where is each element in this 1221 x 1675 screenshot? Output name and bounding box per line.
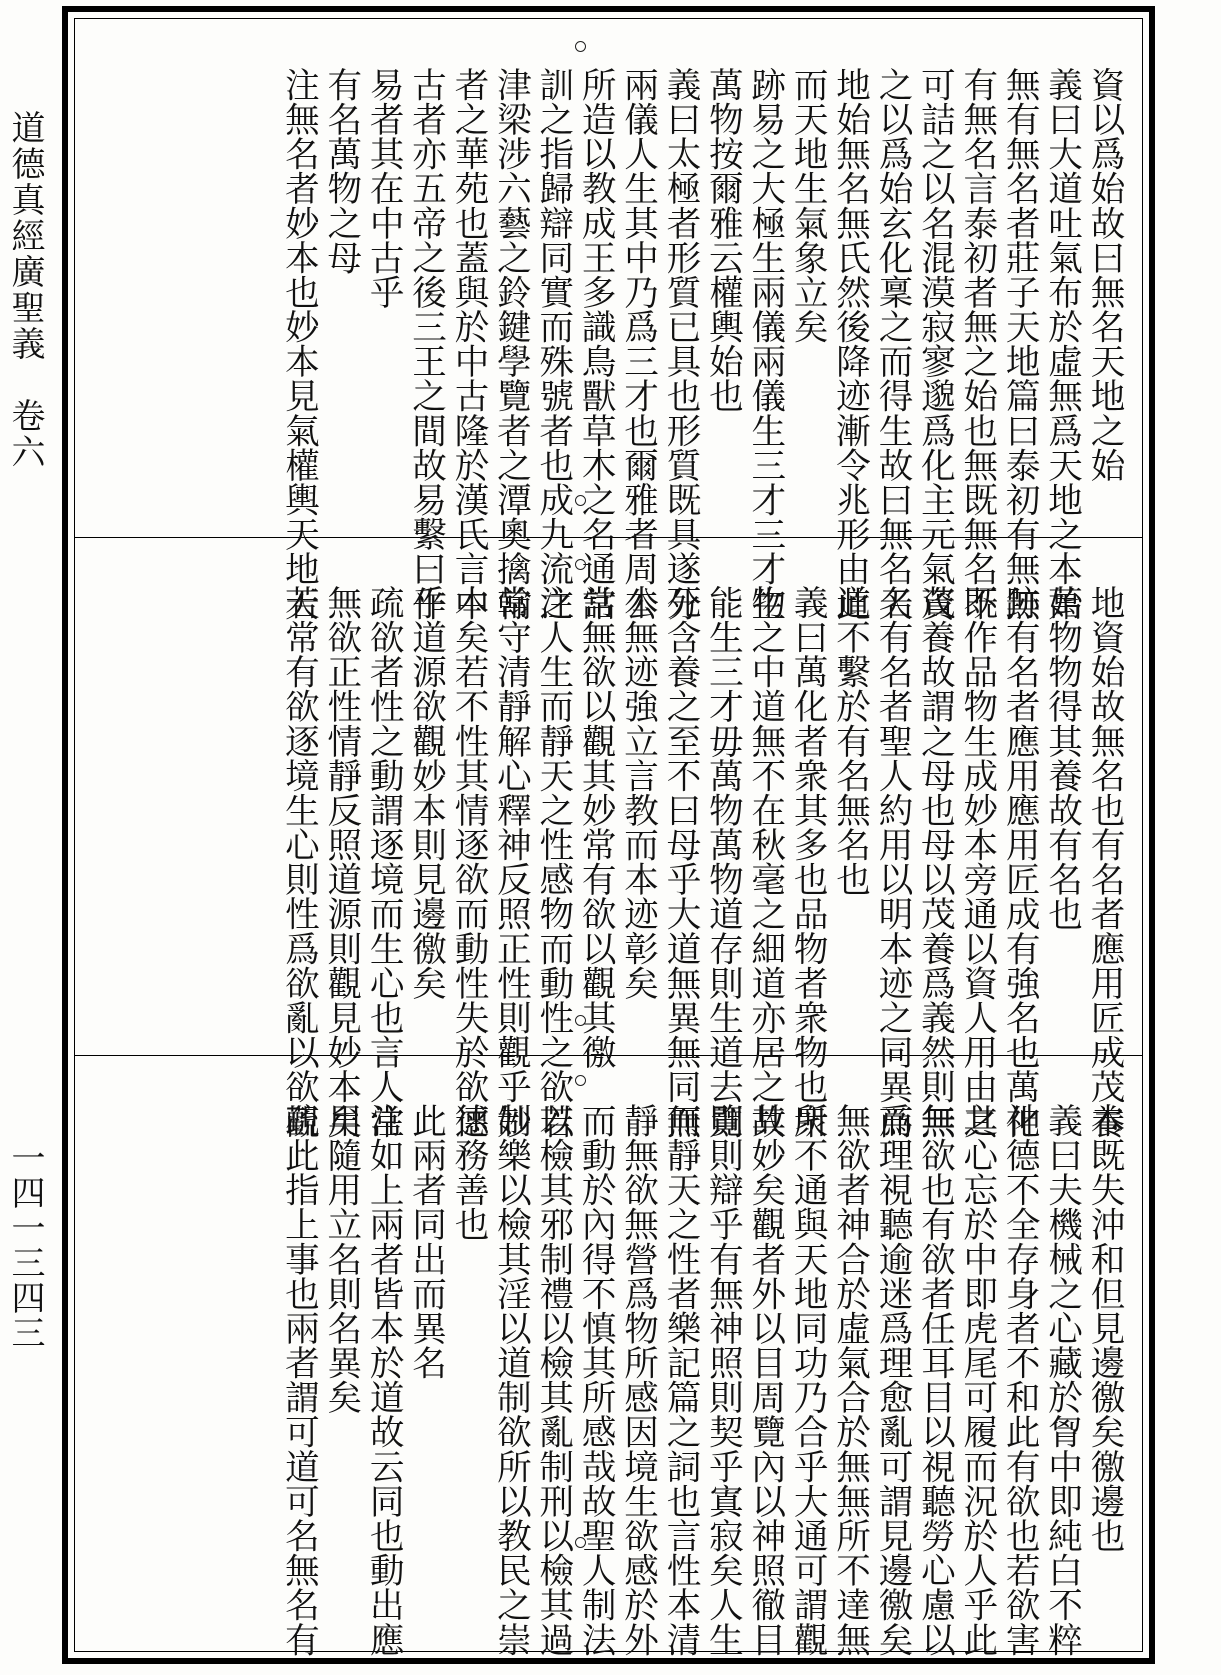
text-column: 易者其在中古乎 [363, 67, 404, 310]
text-column: 古者亦五帝之後三王之間故易繫曰作 [405, 67, 446, 621]
text-column: 制樂以檢其淫以道制欲所以教民之崇 [490, 1103, 531, 1657]
text-column: 之以爲始玄化稟之而得生故曰無名天 [872, 67, 912, 621]
circle-mark [575, 41, 586, 52]
text-column: 者之華苑也蓋與於中古隆於漢氏言中 [448, 67, 488, 621]
text-column: 義曰大道吐氣布於虛無爲天地之本始 [1041, 67, 1082, 621]
register-bottom [75, 1103, 1144, 1657]
text-column: 兩儀人生其中乃爲三才也爾雅者周公 [617, 67, 658, 621]
text-column: 常守清靜解心釋神反照正性則觀乎妙 [490, 585, 531, 1139]
text-column: 此兩者同出而異名 [405, 1103, 446, 1380]
text-column: 用隨用立名則名異矣 [320, 1103, 361, 1415]
text-column: 疏欲者性之動謂逐境而生心也言人常 [363, 585, 404, 1139]
text-column: 能生三才毋萬物萬物道存則生道去則 [702, 585, 743, 1139]
circle-mark [575, 1075, 586, 1086]
text-column: 本無迹強立言教而本迹彰矣 [617, 585, 658, 1001]
text-column: 而動於內得不慎其所感哉故聖人制法 [575, 1103, 616, 1657]
circle-mark [575, 1537, 586, 1548]
text-area [74, 18, 1143, 1657]
text-column: 若常有欲逐境生心則性爲欲亂以欲觀 [278, 585, 319, 1139]
text-column: 所不通與天地同功乃合乎大通可謂觀 [787, 1103, 828, 1657]
text-column: 訓之指歸辯同實而殊號者也成九流之 [532, 67, 573, 621]
text-column: 疏此指上事也兩者謂可道可名無名有 [278, 1103, 319, 1657]
text-column: 之心忘於中即虎尾可履而況於人乎此 [956, 1103, 997, 1657]
margin-title: 道德真經廣聖義 卷六 [5, 110, 45, 470]
circle-mark [575, 559, 586, 570]
text-column: 義曰太極者形質已具也形質既具遂分 [660, 67, 700, 621]
text-column: 有名萬物之母 [320, 67, 361, 275]
text-column: 本矣若不性其情逐欲而動性失於欲逑 [448, 585, 488, 1139]
text-column: 物之中道無不在秋毫之細道亦居之故 [744, 585, 785, 1139]
text-column: 萬物按爾雅云權輿始也 [702, 67, 743, 413]
text-column: 道不繫於有名無名也 [829, 585, 870, 897]
text-column: 跡有名者應用應用匠成有強名也萬化 [999, 585, 1040, 1139]
text-column: 而靜天之性者樂記篇之詞也言性本清 [660, 1103, 700, 1657]
text-column: 義曰萬化者衆其多也品物者衆物也衆 [787, 585, 828, 1139]
text-column: 德務善也 [448, 1103, 488, 1242]
text-column: 地資始故無名也有名者應用匠成茂養 [1084, 585, 1124, 1139]
text-column: 無欲也有欲者任耳目以視聽勞心慮以 [914, 1103, 955, 1657]
text-column: 覽則辯乎有無神照則契乎寘寂矣人生 [702, 1103, 743, 1657]
text-column: 其妙矣觀者外以目周覽內以神照徹目 [744, 1103, 785, 1657]
page-frame [62, 6, 1155, 1664]
text-column: 常無欲以觀其妙常有欲以觀其徼 [575, 585, 616, 1070]
text-column: 可詰之以名混漠寂寥邈爲化主元氣資 [914, 67, 955, 621]
text-column: 乎道源欲觀妙本則見邊徼矣 [405, 585, 446, 1001]
text-column: 茂養故謂之母也母以茂養爲義然則無 [914, 585, 955, 1139]
text-column: 死含養之至不曰母乎大道無異無同無 [660, 585, 700, 1139]
text-column: 注無名者妙本也妙本見氣權輿天地天 [278, 67, 319, 621]
text-column: 津梁涉六藝之鈴鍵學覽者之潭奧擒翰 [490, 67, 531, 621]
text-column: 無欲者神合於虛氣合於無無所不達無 [829, 1103, 870, 1657]
text-column: 萬物物得其養故有名也 [1041, 585, 1082, 931]
text-column: 而天地生氣象立矣 [787, 67, 828, 344]
text-column: 本既失沖和但見邊徼矣徼邊也 [1084, 1103, 1124, 1553]
text-column: 注如上兩者皆本於道故云同也動出應 [363, 1103, 404, 1657]
text-column: 既作品物生成妙本旁通以資人用由其 [956, 585, 997, 1139]
text-column: 注人生而靜天之性感物而動性之欲若 [532, 585, 573, 1139]
text-column: 地始無名無氏然後降迹漸令兆形由此 [829, 67, 870, 621]
register-top [75, 67, 1144, 621]
text-column: 名有名者聖人約用以明本迹之同異而 [872, 585, 912, 1139]
text-column: 無有無名者莊子天地篇曰泰初有無無 [999, 67, 1040, 621]
text-column: 義曰夫機械之心藏於胷中即純白不粹 [1041, 1103, 1082, 1657]
text-column: 靜無欲無營爲物所感因境生欲感於外 [617, 1103, 658, 1657]
circle-mark [575, 495, 586, 506]
margin-page-number: 一四一三四三 [5, 1140, 45, 1350]
text-column: 有無名言泰初者無之始也無既無名不 [956, 67, 997, 621]
circle-mark [575, 1015, 586, 1026]
text-column: 神德不全存身者不和此有欲也若欲害 [999, 1103, 1040, 1657]
text-column: 所造以教成王多識鳥獸草木之名通詁 [575, 67, 616, 621]
text-column: 資以爲始故曰無名天地之始 [1084, 67, 1124, 483]
text-column: 無欲正性情靜反照道源則觀見妙本矣 [320, 585, 361, 1139]
text-column: 以檢其邪制禮以檢其亂制刑以檢其過 [532, 1103, 573, 1657]
text-column: 爲理視聽逾迷爲理愈亂可謂見邊徼矣 [872, 1103, 912, 1657]
text-column: 跡易之大極生兩儀兩儀生三才三才生 [744, 67, 785, 621]
register-middle [75, 585, 1144, 1139]
